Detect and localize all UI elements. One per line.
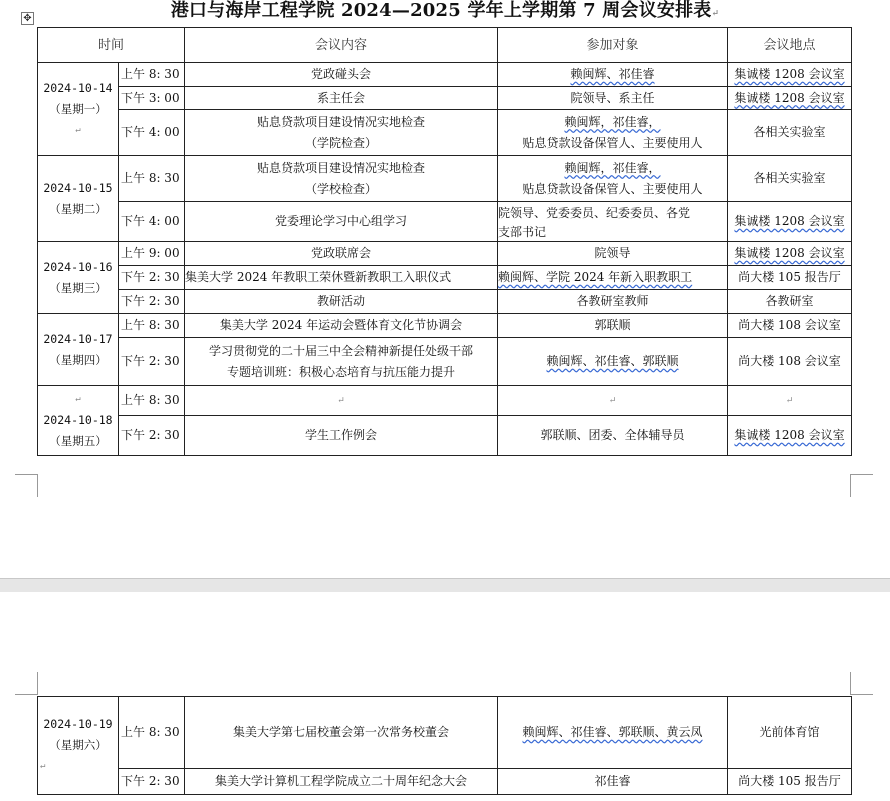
- content-cell: 学习贯彻党的二十届三中全会精神新提任处级干部 专题培训班：积极心态培育与抗压能力提升: [185, 338, 498, 386]
- location-cell: 集诚楼 1208 会议室: [728, 63, 852, 87]
- time-cell: 上午 8: 30: [119, 697, 185, 769]
- attendees-cell: 院领导: [498, 242, 728, 266]
- location-cell: 光前体育馆: [728, 697, 852, 769]
- time-cell: 下午 4: 00: [119, 110, 185, 156]
- attendees-cell: 院领导、系主任: [498, 87, 728, 110]
- attendees-cell: 赖闽辉、祁佳睿、郭联顺: [498, 338, 728, 386]
- location-cell: 集诚楼 1208 会议室: [728, 87, 852, 110]
- table-row: [38, 266, 852, 290]
- attendees-cell: 赖闽辉，祁佳睿， 贴息贷款设备保管人、主要使用人: [498, 110, 728, 156]
- content-cell: 集美大学第七届校董会第一次常务校董会: [185, 697, 498, 769]
- header-location: 会议地点: [728, 28, 852, 63]
- location-cell: 集诚楼 1208 会议室: [728, 416, 852, 456]
- content-cell: 集美大学 2024 年教职工荣休暨新教职工入职仪式: [185, 266, 498, 290]
- location-cell: 集诚楼 1208 会议室: [728, 202, 852, 242]
- schedule-table: [37, 27, 852, 456]
- time-cell: 上午 8: 30: [119, 314, 185, 338]
- content-cell: 贴息贷款项目建设情况实地检查 （学校检查）: [185, 156, 498, 202]
- time-cell: 下午 3: 00: [119, 87, 185, 110]
- content-cell: 党政联席会: [185, 242, 498, 266]
- content-cell: 集美大学计算机工程学院成立二十周年纪念大会: [185, 769, 498, 795]
- time-cell: 上午 8: 30: [119, 386, 185, 416]
- table-row: [38, 242, 852, 266]
- table-row: [38, 769, 852, 795]
- time-cell: 下午 4: 00: [119, 202, 185, 242]
- date-cell: 2024-10-15 （星期二）: [38, 156, 119, 242]
- date-cell: 2024-10-19 （星期六） ↵: [38, 697, 119, 795]
- page-corner-mark: [15, 474, 38, 497]
- attendees-cell: ↵: [498, 386, 728, 416]
- date-cell: 2024-10-17 （星期四）: [38, 314, 119, 386]
- content-cell: 学生工作例会: [185, 416, 498, 456]
- table-row: [38, 110, 852, 156]
- table-move-handle-icon[interactable]: ✥: [21, 12, 34, 25]
- time-cell: 下午 2: 30: [119, 266, 185, 290]
- location-cell: 尚大楼 105 报告厅: [728, 769, 852, 795]
- content-cell: 党委理论学习中心组学习: [185, 202, 498, 242]
- content-cell: 党政碰头会: [185, 63, 498, 87]
- table-row: [38, 87, 852, 110]
- attendees-cell: 赖闽辉、祁佳睿: [498, 63, 728, 87]
- time-cell: 下午 2: 30: [119, 416, 185, 456]
- document-title: [0, 0, 890, 22]
- table-row: [38, 156, 852, 202]
- content-cell: 教研活动: [185, 290, 498, 314]
- attendees-cell: 郭联顺、团委、全体辅导员: [498, 416, 728, 456]
- table-row: [38, 386, 852, 416]
- title-text: 港口与海岸工程学院 2024—2025 学年上学期第 7 周会议安排表: [170, 0, 712, 21]
- content-cell: 集美大学 2024 年运动会暨体育文化节协调会: [185, 314, 498, 338]
- attendees-cell: 院领导、党委委员、纪委委员、各党 支部书记: [498, 202, 728, 242]
- time-cell: 下午 2: 30: [119, 290, 185, 314]
- table-row: [38, 290, 852, 314]
- table-row: [38, 314, 852, 338]
- header-content: 会议内容: [185, 28, 498, 63]
- location-cell: 各相关实验室: [728, 110, 852, 156]
- location-cell: 尚大楼 108 会议室: [728, 314, 852, 338]
- time-cell: 上午 8: 30: [119, 156, 185, 202]
- header-row: [38, 28, 852, 63]
- time-cell: 上午 9: 00: [119, 242, 185, 266]
- location-cell: 尚大楼 108 会议室: [728, 338, 852, 386]
- page-corner-mark: [850, 672, 873, 695]
- date-cell: 2024-10-14 （星期一） ↵: [38, 63, 119, 156]
- paragraph-mark-icon: ↵: [711, 9, 720, 19]
- time-cell: 下午 2: 30: [119, 338, 185, 386]
- location-cell: 各相关实验室: [728, 156, 852, 202]
- attendees-cell: 各教研室教师: [498, 290, 728, 314]
- table-row: [38, 202, 852, 242]
- table-row: [38, 338, 852, 386]
- time-cell: 下午 2: 30: [119, 769, 185, 795]
- content-cell: 系主任会: [185, 87, 498, 110]
- time-cell: 上午 8: 30: [119, 63, 185, 87]
- date-cell: ↵ 2024-10-18 （星期五）: [38, 386, 119, 456]
- date-cell: 2024-10-16 （星期三）: [38, 242, 119, 314]
- header-attendees: 参加对象: [498, 28, 728, 63]
- attendees-cell: 赖闽辉，祁佳睿， 贴息贷款设备保管人、主要使用人: [498, 156, 728, 202]
- table-row: [38, 63, 852, 87]
- page-corner-mark: [15, 672, 38, 695]
- content-cell: 贴息贷款项目建设情况实地检查 （学院检查）: [185, 110, 498, 156]
- attendees-cell: 赖闽辉、祁佳睿、郭联顺、黄云凤: [498, 697, 728, 769]
- location-cell: 各教研室: [728, 290, 852, 314]
- header-time: 时间: [38, 28, 185, 63]
- page-corner-mark: [850, 474, 873, 497]
- attendees-cell: 祁佳睿: [498, 769, 728, 795]
- table-row: [38, 416, 852, 456]
- location-cell: 集诚楼 1208 会议室: [728, 242, 852, 266]
- table-row: [38, 697, 852, 769]
- content-cell: ↵: [185, 386, 498, 416]
- schedule-table-continued: [37, 696, 852, 795]
- attendees-cell: 郭联顺: [498, 314, 728, 338]
- location-cell: ↵: [728, 386, 852, 416]
- page-gap: [0, 578, 890, 593]
- document-page-2: [0, 592, 890, 801]
- location-cell: 尚大楼 105 报告厅: [728, 266, 852, 290]
- attendees-cell: 赖闽辉、学院 2024 年新入职教职工: [498, 266, 728, 290]
